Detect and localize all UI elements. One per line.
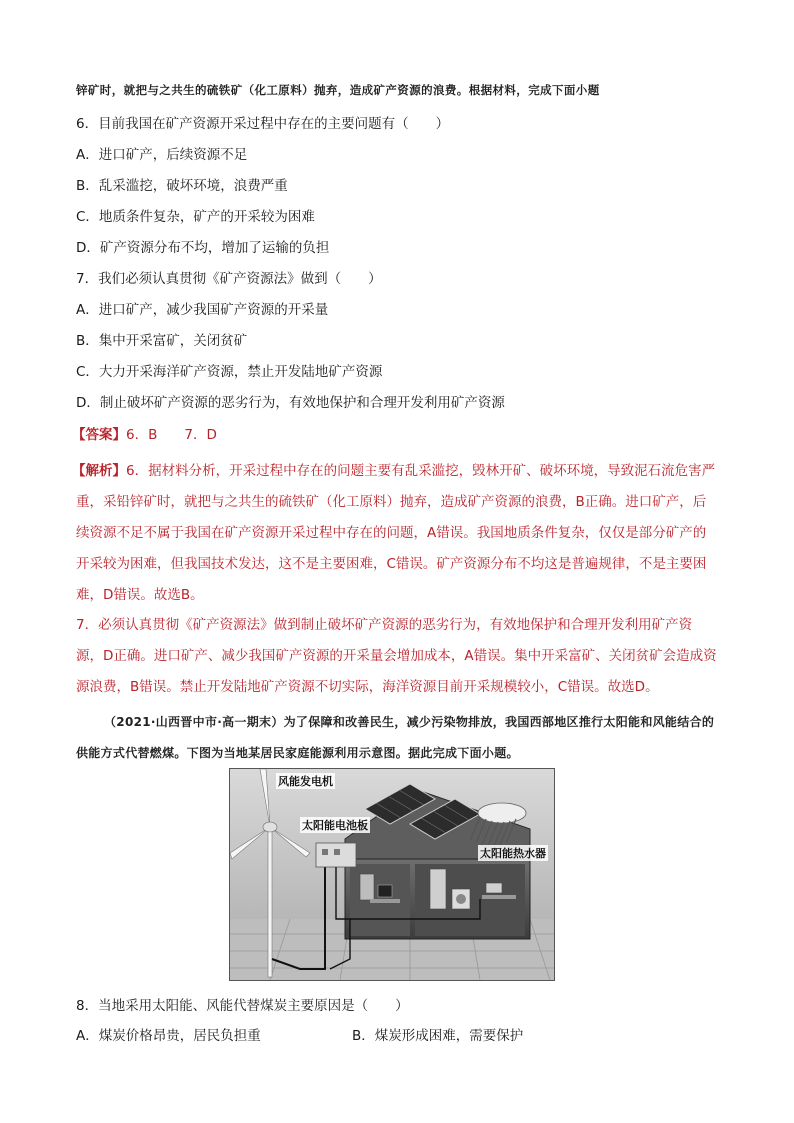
analysis-paragraph-6: [72, 456, 718, 611]
question-7-option-b: B．集中开采富矿，关闭贫矿: [76, 333, 248, 349]
question-6-option-c: C．地质条件复杂，矿产的开采较为困难: [76, 209, 315, 225]
question-6-stem: 6．目前我国在矿产资源开采过程中存在的主要问题有（ ）: [76, 116, 450, 132]
question-8-option-b: B．煤炭形成困难，需要保护: [352, 1028, 524, 1044]
home-energy-diagram: [229, 768, 555, 981]
analysis-label: 【解析】: [72, 463, 126, 479]
question-7-option-c: C．大力开采海洋矿产资源，禁止开发陆地矿产资源: [76, 364, 383, 380]
question-6-option-b: B．乱采滥挖，破坏环境，浪费严重: [76, 178, 288, 194]
question-7-option-d: D．制止破坏矿产资源的恶劣行为，有效地保护和合理开发利用矿产资源: [76, 395, 505, 411]
solar-water-heater-label: 太阳能热水器: [480, 847, 546, 860]
answer-line: [72, 425, 217, 445]
question-7-stem: 7．我们必须认真贯彻《矿产资源法》做到（ ）: [76, 271, 382, 287]
wind-turbine-label: 风能发电机: [278, 775, 333, 788]
question-6-option-d: D．矿产资源分布不均，增加了运输的负担: [76, 240, 330, 256]
question-8-option-a: A．煤炭价格昂贵，居民负担重: [76, 1028, 261, 1044]
intro-text-figure-content: （2021·山西晋中市·高一期末）为了保障和改善民生，减少污染物排放，我国西部地区推行太阳能和风能结合的供能方式代替燃煤。下图为当地某居民家庭能源利用示意图。据此完成下面小题。: [76, 715, 715, 760]
analysis-paragraph-7: 7．必须认真贯彻《矿产资源法》做到制止破坏矿产资源的恶劣行为，有效地保护和合理开发利用矿产资源，D正确。进口矿产、减少我国矿产资源的开采量会增加成本，A错误。集中开采富矿、关闭贫矿会造成资源浪费，B错误。禁止开发陆地矿产资源不切实际，海洋资源目前开采规模较小，C错误。故选D。: [76, 617, 717, 695]
answer-text: 6．B 7．D: [126, 427, 217, 443]
question-8-stem: 8．当地采用太阳能、风能代替煤炭主要原因是（ ）: [76, 998, 409, 1014]
intro-text-top: 锌矿时，就把与之共生的硫铁矿（化工原料）抛弃，造成矿产资源的浪费。根据材料，完成下面小题: [76, 83, 600, 97]
house-illustration: [230, 769, 554, 980]
solar-panel-label: 太阳能电池板: [302, 819, 368, 832]
answer-label: 【答案】: [72, 427, 126, 443]
question-8-options-row: [76, 1026, 716, 1046]
question-6-option-a: A．进口矿产，后续资源不足: [76, 147, 248, 163]
question-7-option-a: A．进口矿产，减少我国矿产资源的开采量: [76, 302, 329, 318]
analysis-6-text: 6．据材料分析，开采过程中存在的问题主要有乱采滥挖，毁林开矿、破坏环境，导致泥石流危害严重，采铅锌矿时，就把与之共生的硫铁矿（化工原料）抛弃，造成矿产资源的浪费，B正确。进口矿产，后续资源不足不属于我国在矿产资源开采过程中存在的问题，A错误。我国地质条件复杂，仅仅是部分矿产的开采较为困难，但我国技术发达，这不是主要困难，C错误。矿产资源分布不均这是普遍规律，不是主要困难，D错误。故选B。: [76, 463, 716, 603]
intro-text-figure: [76, 707, 718, 769]
